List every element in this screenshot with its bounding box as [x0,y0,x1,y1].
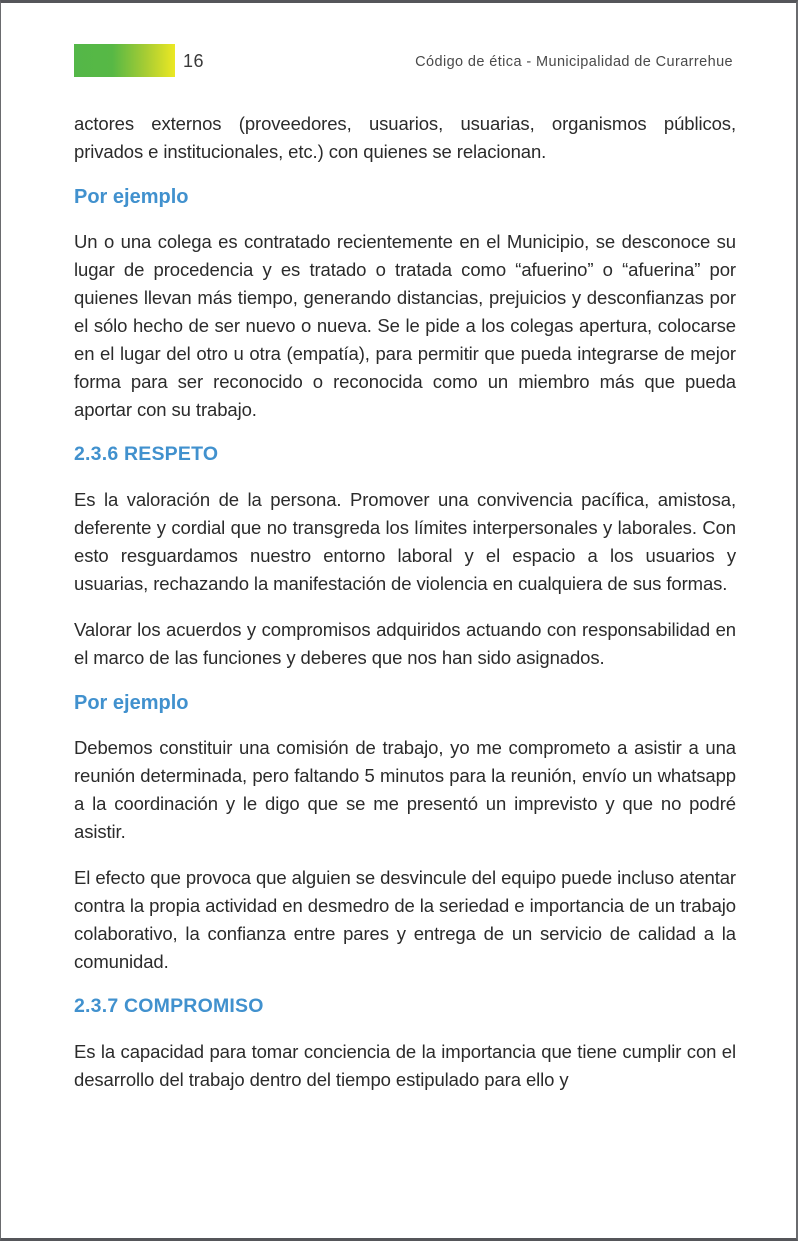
paragraph: Es la valoración de la persona. Promover una convivencia pacífica, amistosa, deferente y cordial que no transgreda los límites interpersonales y laborales. Con esto resguardamos nuestro entorno laboral y el espacio a los usuarios y usuarias, rechazando la manifestación de violencia en cualquiera de sus formas. [74,489,736,594]
paragraph: Debemos constituir una comisión de trabajo, yo me comprometo a asistir a una reunión determinada, pero faltando 5 minutos para la reunión, envío un whatsapp a la coordinación y le digo que se me presentó un imprevisto y que no podré asistir. [74,737,736,842]
header-gradient-bar [74,44,175,77]
page-header [1,3,796,103]
paragraph: Valorar los acuerdos y compromisos adquiridos actuando con responsabilidad en el marco de las funciones y deberes que nos han sido asignados. [74,619,736,668]
example-heading: Por ejemplo [74,692,189,714]
example-heading: Por ejemplo [74,186,189,208]
header-title: Código de ética - Municipalidad de Curarrehue [415,54,733,70]
paragraph: Es la capacidad para tomar conciencia de la importancia que tiene cumplir con el desarrollo del trabajo dentro del tiempo estipulado para ello y [74,1041,736,1090]
page-number: 16 [183,51,205,71]
paragraph: El efecto que provoca que alguien se desvincule del equipo puede incluso atentar contra la propia actividad en desmedro de la seriedad e importancia de un trabajo colaborativo, la confianza entre pares y entrega de un servicio de calidad a la comunidad. [74,867,736,972]
paragraph: actores externos (proveedores, usuarios, usuarias, organismos públicos, privados e institucionales, etc.) con quienes se relacionan. [74,113,736,162]
document-body [74,110,736,1094]
paragraph: Un o una colega es contratado recientemente en el Municipio, se desconoce su lugar de procedencia y es tratado o tratada como “afuerino” o “afuerina” por quienes llevan más tiempo, generando distancias, prejuicios y desconfianzas por el sólo hecho de ser nuevo o nueva. Se le pide a los colegas apertura, colocarse en el lugar del otro u otra (empatía), para permitir que pueda integrarse de mejor forma para ser reconocido o reconocida como un miembro más que pueda aportar con su trabajo. [74,231,736,420]
section-heading-2-3-6-respeto: 2.3.6 RESPETO [74,443,219,465]
section-heading-2-3-7-compromiso: 2.3.7 COMPROMISO [74,995,264,1017]
